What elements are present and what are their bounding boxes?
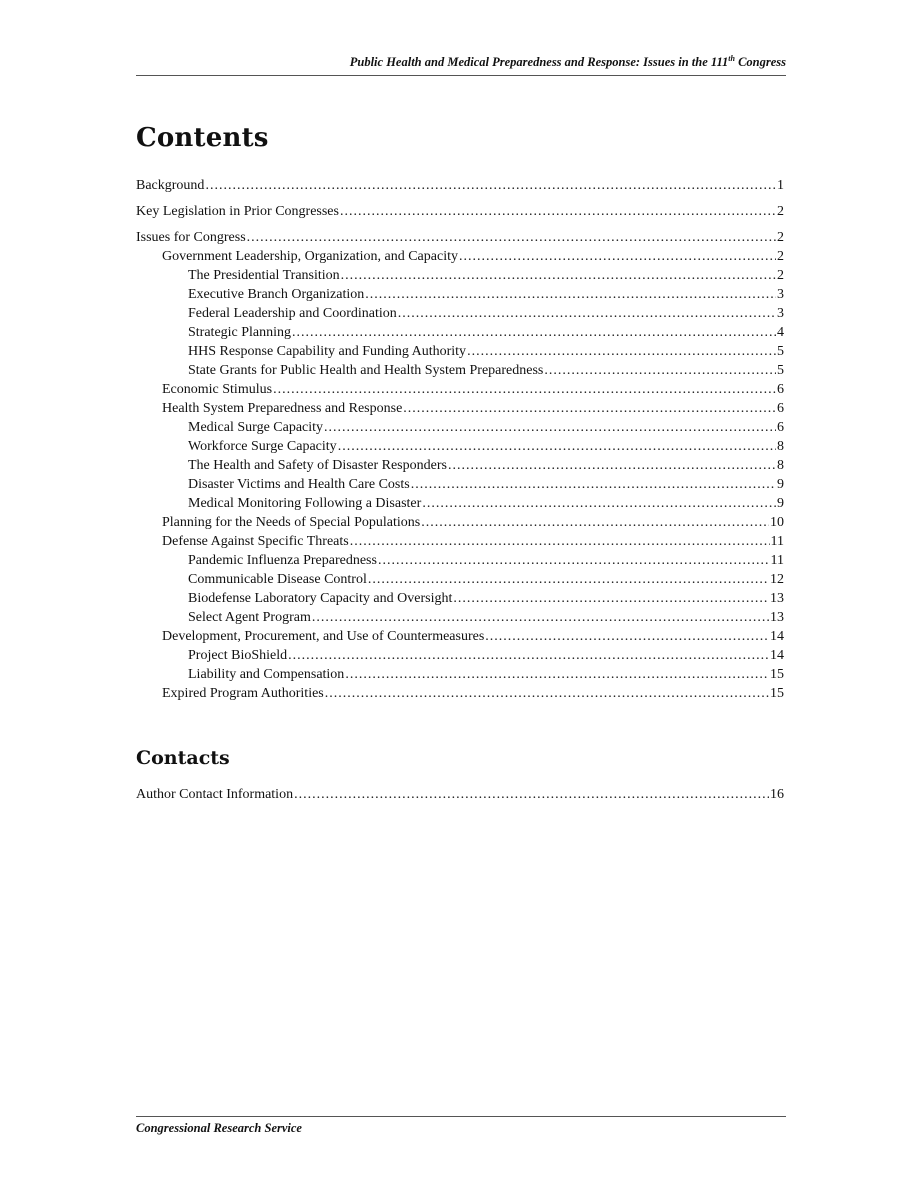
toc-leader-dots (312, 608, 769, 627)
toc-entry-label: Strategic Planning (188, 325, 292, 340)
toc-entry-page: 9 (777, 477, 784, 492)
toc-entry-label: Economic Stimulus (162, 382, 273, 397)
toc-leader-dots (421, 513, 769, 532)
toc-entry[interactable] (136, 589, 784, 608)
toc-entry[interactable] (136, 380, 784, 399)
toc-entry-label: Liability and Compensation (188, 667, 345, 682)
toc-leader-dots (485, 627, 769, 646)
toc-entry-page: 2 (777, 230, 784, 245)
toc-leader-dots (403, 399, 776, 418)
toc-entry[interactable] (136, 323, 784, 342)
toc-entry[interactable] (136, 247, 784, 266)
toc-entry-page: 13 (770, 610, 784, 625)
header-title-end: Congress (734, 55, 786, 70)
toc-entry-label: Issues for Congress (136, 230, 246, 245)
toc-entry-label: Select Agent Program (188, 610, 311, 625)
footer-rule (136, 1116, 786, 1117)
toc-entry-page: 6 (777, 401, 784, 416)
contacts-list (136, 785, 784, 804)
toc-entry-label: The Presidential Transition (188, 268, 340, 283)
toc-entry-label: The Health and Safety of Disaster Responders (188, 458, 447, 473)
toc-entry-label: Medical Monitoring Following a Disaster (188, 496, 422, 511)
toc-entry-page: 2 (777, 249, 784, 264)
toc-entry-page: 13 (770, 591, 784, 606)
toc-leader-dots (338, 437, 776, 456)
toc-entry[interactable] (136, 304, 784, 323)
toc-entry-label: Development, Procurement, and Use of Countermeasures (162, 629, 485, 644)
toc-leader-dots (205, 176, 776, 195)
toc-leader-dots (411, 475, 776, 494)
toc-entry-label: Expired Program Authorities (162, 686, 324, 701)
toc-entry-page: 16 (770, 787, 784, 802)
toc-entry-page: 1 (777, 178, 784, 193)
toc-entry[interactable] (136, 646, 784, 665)
toc-entry-label: Biodefense Laboratory Capacity and Oversight (188, 591, 453, 606)
toc-entry-label: Government Leadership, Organization, and Capacity (162, 249, 458, 264)
toc-entry[interactable] (136, 551, 784, 570)
toc-entry[interactable] (136, 437, 784, 456)
toc-entry[interactable] (136, 608, 784, 627)
toc-entry-label: Communicable Disease Control (188, 572, 367, 587)
toc-entry-page: 6 (777, 382, 784, 397)
toc-entry[interactable] (136, 361, 784, 380)
header-title: Public Health and Medical Preparedness and Response: Issues in the 111 (349, 55, 729, 70)
toc-leader-dots (345, 665, 769, 684)
toc-entry-page: 2 (777, 204, 784, 219)
toc-leader-dots (453, 589, 769, 608)
toc-entry-label: Pandemic Influenza Preparedness (188, 553, 377, 568)
toc-leader-dots (350, 532, 770, 551)
toc-entry[interactable] (136, 513, 784, 532)
toc-entry-label: Key Legislation in Prior Congresses (136, 204, 339, 219)
toc-entry-page: 15 (770, 667, 784, 682)
toc-entry-label: Planning for the Needs of Special Populations (162, 515, 421, 530)
toc-entry-page: 2 (777, 268, 784, 283)
toc-leader-dots (294, 785, 769, 804)
toc-entry[interactable] (136, 475, 784, 494)
toc-entry-label: HHS Response Capability and Funding Authority (188, 344, 467, 359)
toc-leader-dots (325, 684, 769, 703)
toc-entry-label: Workforce Surge Capacity (188, 439, 337, 454)
toc-leader-dots (368, 570, 769, 589)
toc-entry[interactable] (136, 176, 784, 195)
toc-entry-page: 9 (777, 496, 784, 511)
toc-entry-label: Project BioShield (188, 648, 288, 663)
toc-entry-page: 6 (777, 420, 784, 435)
toc-leader-dots (247, 228, 776, 247)
toc-entry-page: 8 (777, 458, 784, 473)
toc-entry-page: 5 (777, 363, 784, 378)
toc-entry-label: Author Contact Information (136, 787, 294, 802)
toc-entry-label: Background (136, 178, 205, 193)
toc-entry-label: Disaster Victims and Health Care Costs (188, 477, 410, 492)
toc-leader-dots (340, 202, 776, 221)
toc-entry[interactable] (136, 399, 784, 418)
toc-entry-page: 4 (777, 325, 784, 340)
toc-entry-page: 11 (770, 553, 784, 568)
toc-entry-label: Federal Leadership and Coordination (188, 306, 397, 321)
contents-title: Contents (136, 123, 269, 153)
toc-leader-dots (324, 418, 776, 437)
toc-leader-dots (422, 494, 776, 513)
toc-entry-label: State Grants for Public Health and Health System Preparedness (188, 363, 544, 378)
toc-entry-page: 14 (770, 648, 784, 663)
toc-entry-page: 3 (777, 287, 784, 302)
toc-entry[interactable] (136, 532, 784, 551)
toc-entry-page: 5 (777, 344, 784, 359)
toc-leader-dots (365, 285, 776, 304)
toc-entry[interactable] (136, 266, 784, 285)
toc-entry-page: 3 (777, 306, 784, 321)
toc-entry-label: Executive Branch Organization (188, 287, 365, 302)
toc-entry[interactable] (136, 785, 784, 804)
toc-entry[interactable] (136, 418, 784, 437)
toc-leader-dots (544, 361, 776, 380)
toc-entry-label: Defense Against Specific Threats (162, 534, 349, 549)
toc-leader-dots (467, 342, 776, 361)
toc-entry[interactable] (136, 456, 784, 475)
table-of-contents (136, 176, 784, 703)
toc-entry[interactable] (136, 665, 784, 684)
toc-entry-page: 14 (770, 629, 784, 644)
toc-entry[interactable] (136, 228, 784, 247)
toc-entry[interactable] (136, 627, 784, 646)
toc-entry[interactable] (136, 202, 784, 221)
toc-leader-dots (341, 266, 776, 285)
toc-leader-dots (273, 380, 776, 399)
header-title-superscript: th (728, 54, 735, 63)
toc-entry[interactable] (136, 342, 784, 361)
toc-leader-dots (288, 646, 769, 665)
toc-entry-page: 15 (770, 686, 784, 701)
toc-entry-page: 12 (770, 572, 784, 587)
contacts-title: Contacts (136, 747, 230, 769)
toc-entry-label: Health System Preparedness and Response (162, 401, 403, 416)
toc-entry-label: Medical Surge Capacity (188, 420, 324, 435)
toc-entry-page: 8 (777, 439, 784, 454)
toc-leader-dots (448, 456, 776, 475)
footer-text: Congressional Research Service (136, 1121, 302, 1135)
toc-entry-page: 11 (770, 534, 784, 549)
toc-leader-dots (292, 323, 776, 342)
toc-entry[interactable] (136, 684, 784, 703)
toc-entry-page: 10 (770, 515, 784, 530)
toc-leader-dots (398, 304, 776, 323)
toc-leader-dots (459, 247, 776, 266)
toc-leader-dots (378, 551, 770, 570)
toc-entry[interactable] (136, 494, 784, 513)
running-header (136, 54, 786, 76)
toc-entry[interactable] (136, 285, 784, 304)
toc-entry[interactable] (136, 570, 784, 589)
